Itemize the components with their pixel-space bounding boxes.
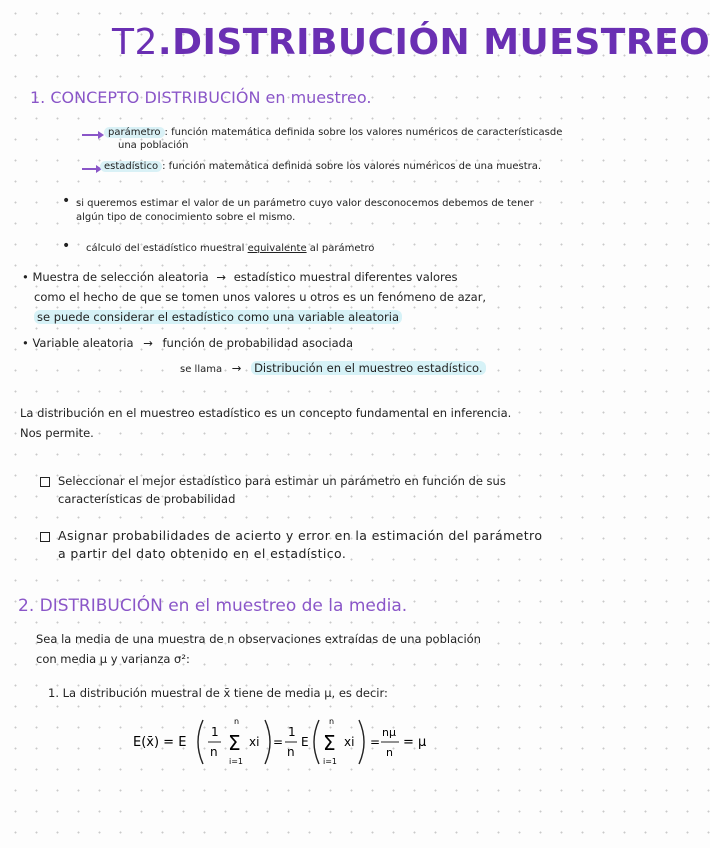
bullet2-text: cálculo del estadístico muestral: [86, 243, 245, 254]
arrow-icon: [82, 134, 102, 136]
bullet1-line1: si queremos estimar el valor de un parámetro cuyo valor desconocemos debemos de tener: [76, 198, 534, 209]
frac1-den: n: [210, 745, 218, 759]
muestra-b: estadístico muestral diferentes valores: [233, 270, 458, 284]
eq1: =: [273, 735, 284, 749]
def-parametro-text: : función matemática definida sobre los valores numéricos de característicasde: [164, 127, 563, 138]
def-parametro-cont: una población: [118, 140, 189, 151]
sum2-top: n: [329, 717, 335, 726]
sum1-top: n: [234, 717, 240, 726]
def-estadistico-text: : función matemática definida sobre los valores numéricos de una muestra.: [162, 161, 542, 172]
paren-left-icon: [314, 720, 319, 764]
sum1-bot: i=1: [229, 757, 244, 766]
bullet2: [86, 243, 374, 254]
llama-line: [180, 361, 486, 375]
item1: 1. La distribución muestral de x̄ tiene de media μ, es decir:: [48, 686, 388, 700]
term-estadistico: estadístico: [100, 161, 162, 172]
bullet2-end: al parámetro: [309, 243, 375, 254]
llama-b: Distribución en el muestreo estadístico.: [251, 361, 485, 375]
term-parametro: parámetro: [104, 127, 165, 138]
bullet-icon: •: [62, 193, 71, 209]
section2-heading: 2. DISTRIBUCIÓN en el muestreo de la media.: [18, 596, 408, 616]
formula-svg: [133, 712, 453, 772]
formula-result: = μ: [403, 735, 427, 750]
xi1: xi: [249, 735, 260, 749]
sum2-icon: Σ: [323, 731, 336, 755]
intro-line2: con media μ y varianza σ²:: [36, 652, 190, 666]
check2-line1: [40, 528, 542, 543]
arrow-icon: →: [143, 336, 153, 350]
sum2-bot: i=1: [323, 757, 338, 766]
paren-right-icon: [359, 720, 364, 764]
bullet2-underlined: equivalente: [247, 243, 307, 254]
frac3-num: nμ: [382, 726, 396, 739]
var-b: función de probabilidad asociada: [162, 336, 353, 350]
eq2: =: [370, 735, 381, 749]
intro-line1: Sea la media de una muestra de n observaciones extraídas de una población: [36, 632, 481, 646]
check2-text: Asignar probabilidades de acierto y error en la estimación del parámetro: [58, 528, 543, 543]
muestra-line2: como el hecho de que se tomen unos valores u otros es un fenómeno de azar,: [34, 290, 487, 304]
muestra-line1: [22, 270, 458, 284]
checkbox-icon: [40, 477, 50, 487]
e2: E: [301, 735, 309, 749]
page-title: [112, 22, 710, 63]
check2-line2: a partir del dato obtenido en el estadístico.: [58, 546, 347, 561]
bullet1-line2: algún tipo de conocimiento sobre el mismo.: [76, 212, 296, 223]
checkbox-icon: [40, 532, 50, 542]
paren-left-icon: [198, 720, 203, 764]
xi2: xi: [344, 735, 355, 749]
arrow-icon: [82, 168, 100, 170]
formula-lhs: E(x̄) = E: [133, 735, 187, 750]
title-text: .DISTRIBUCIÓN MUESTREO: [157, 22, 710, 63]
frac1-num: 1: [211, 725, 219, 739]
arrow-icon: →: [216, 270, 227, 284]
var-a: • Variable aleatoria: [22, 336, 134, 350]
arrow-icon: →: [231, 361, 242, 375]
para-line1: La distribución en el muestreo estadístico es un concepto fundamental en inferencia.: [20, 406, 512, 420]
frac3-den: n: [386, 746, 393, 759]
check1-text: Seleccionar el mejor estadístico para estimar un parámetro en función de sus: [58, 474, 506, 488]
frac2-num: 1: [288, 725, 296, 739]
muestra-line3: [34, 310, 402, 324]
var-line: [22, 336, 353, 350]
def-estadistico: [100, 161, 541, 172]
muestra-a: • Muestra de selección aleatoria: [22, 270, 209, 284]
title-number: T2: [112, 22, 158, 63]
check1-line2: características de probabilidad: [58, 492, 236, 506]
sum1-icon: Σ: [228, 731, 241, 755]
def-parametro: [104, 127, 562, 138]
section1-heading: 1. CONCEPTO DISTRIBUCIÓN en muestreo.: [30, 88, 372, 107]
bullet-icon: •: [62, 238, 71, 254]
check1-line1: [40, 474, 506, 488]
frac2-den: n: [287, 745, 295, 759]
para-line2: Nos permite.: [20, 426, 94, 440]
muestra-line3-text: se puede considerar el estadístico como una variable aleatoria: [34, 310, 402, 324]
paren-right-icon: [265, 720, 270, 764]
llama-a: se llama: [180, 364, 223, 375]
